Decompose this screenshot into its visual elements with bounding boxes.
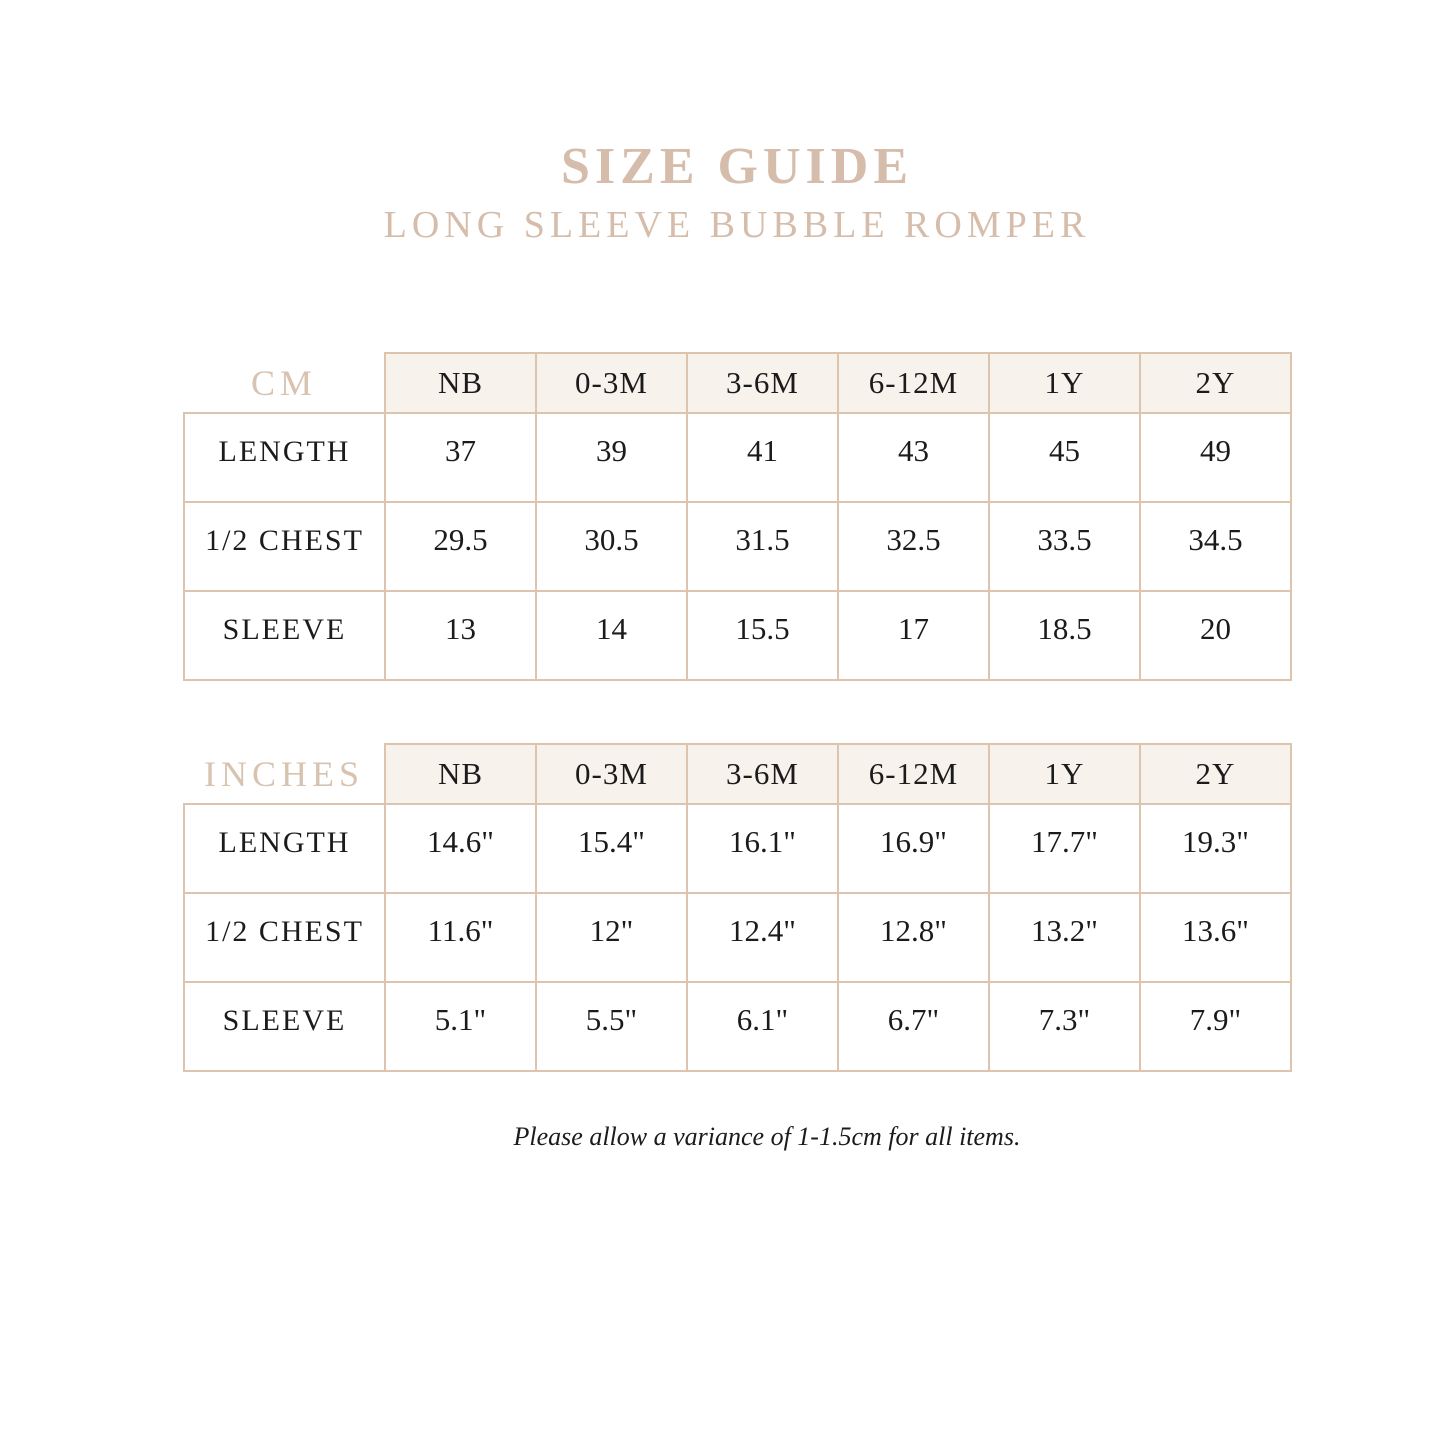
inches-header-row xyxy=(184,744,1291,804)
row-label-half-chest: 1/2 CHEST xyxy=(184,893,385,982)
cm-length-row xyxy=(184,413,1291,502)
row-label-sleeve: SLEEVE xyxy=(184,982,385,1071)
cell-value: 45 xyxy=(989,413,1140,502)
cell-value: 29.5 xyxy=(385,502,536,591)
column-header-0-3m: 0-3M xyxy=(536,744,687,804)
cell-value: 14 xyxy=(536,591,687,680)
cell-value: 31.5 xyxy=(687,502,838,591)
cell-value: 39 xyxy=(536,413,687,502)
cell-value: 13.2" xyxy=(989,893,1140,982)
row-label-sleeve: SLEEVE xyxy=(184,591,385,680)
variance-note: Please allow a variance of 1-1.5cm for all items. xyxy=(513,1122,1021,1151)
cell-value: 6.7" xyxy=(838,982,989,1071)
cell-value: 43 xyxy=(838,413,989,502)
page-title: SIZE GUIDE xyxy=(561,138,913,195)
cell-value: 13 xyxy=(385,591,536,680)
cm-half-chest-row xyxy=(184,502,1291,591)
row-label-length: LENGTH xyxy=(184,413,385,502)
column-header-6-12m: 6-12M xyxy=(838,353,989,413)
cell-value: 7.3" xyxy=(989,982,1140,1071)
cell-value: 12.4" xyxy=(687,893,838,982)
cell-value: 5.5" xyxy=(536,982,687,1071)
column-header-2y: 2Y xyxy=(1140,744,1291,804)
unit-label-cm: CM xyxy=(250,362,318,403)
cell-value: 16.9" xyxy=(838,804,989,893)
cell-value: 15.4" xyxy=(536,804,687,893)
cell-value: 6.1" xyxy=(687,982,838,1071)
column-header-nb: NB xyxy=(385,353,536,413)
cell-value: 19.3" xyxy=(1140,804,1291,893)
cell-value: 18.5 xyxy=(989,591,1140,680)
cell-value: 14.6" xyxy=(385,804,536,893)
inches-sleeve-row xyxy=(184,982,1291,1071)
row-label-length: LENGTH xyxy=(184,804,385,893)
column-header-0-3m: 0-3M xyxy=(536,353,687,413)
cell-value: 32.5 xyxy=(838,502,989,591)
column-header-1y: 1Y xyxy=(989,744,1140,804)
column-header-1y: 1Y xyxy=(989,353,1140,413)
cell-value: 7.9" xyxy=(1140,982,1291,1071)
cell-value: 15.5 xyxy=(687,591,838,680)
row-label-half-chest: 1/2 CHEST xyxy=(184,502,385,591)
cell-value: 49 xyxy=(1140,413,1291,502)
cm-header-row xyxy=(184,353,1291,413)
unit-label-inches: INCHES xyxy=(203,753,364,794)
column-header-6-12m: 6-12M xyxy=(838,744,989,804)
cell-value: 17 xyxy=(838,591,989,680)
inches-size-table xyxy=(183,743,1292,1072)
cell-value: 34.5 xyxy=(1140,502,1291,591)
column-header-3-6m: 3-6M xyxy=(687,353,838,413)
cell-value: 13.6" xyxy=(1140,893,1291,982)
inches-length-row xyxy=(184,804,1291,893)
cell-value: 12.8" xyxy=(838,893,989,982)
cm-sleeve-row xyxy=(184,591,1291,680)
cell-value: 12" xyxy=(536,893,687,982)
cell-value: 20 xyxy=(1140,591,1291,680)
cell-value: 33.5 xyxy=(989,502,1140,591)
cm-table-section xyxy=(183,352,1292,681)
inches-half-chest-row xyxy=(184,893,1291,982)
cell-value: 41 xyxy=(687,413,838,502)
cell-value: 30.5 xyxy=(536,502,687,591)
cell-value: 5.1" xyxy=(385,982,536,1071)
inches-table-section xyxy=(183,743,1292,1072)
cell-value: 37 xyxy=(385,413,536,502)
cm-size-table xyxy=(183,352,1292,681)
column-header-3-6m: 3-6M xyxy=(687,744,838,804)
cell-value: 16.1" xyxy=(687,804,838,893)
cell-value: 17.7" xyxy=(989,804,1140,893)
column-header-nb: NB xyxy=(385,744,536,804)
page-subtitle: LONG SLEEVE BUBBLE ROMPER xyxy=(383,204,1091,247)
header-block xyxy=(183,138,1291,247)
cell-value: 11.6" xyxy=(385,893,536,982)
column-header-2y: 2Y xyxy=(1140,353,1291,413)
